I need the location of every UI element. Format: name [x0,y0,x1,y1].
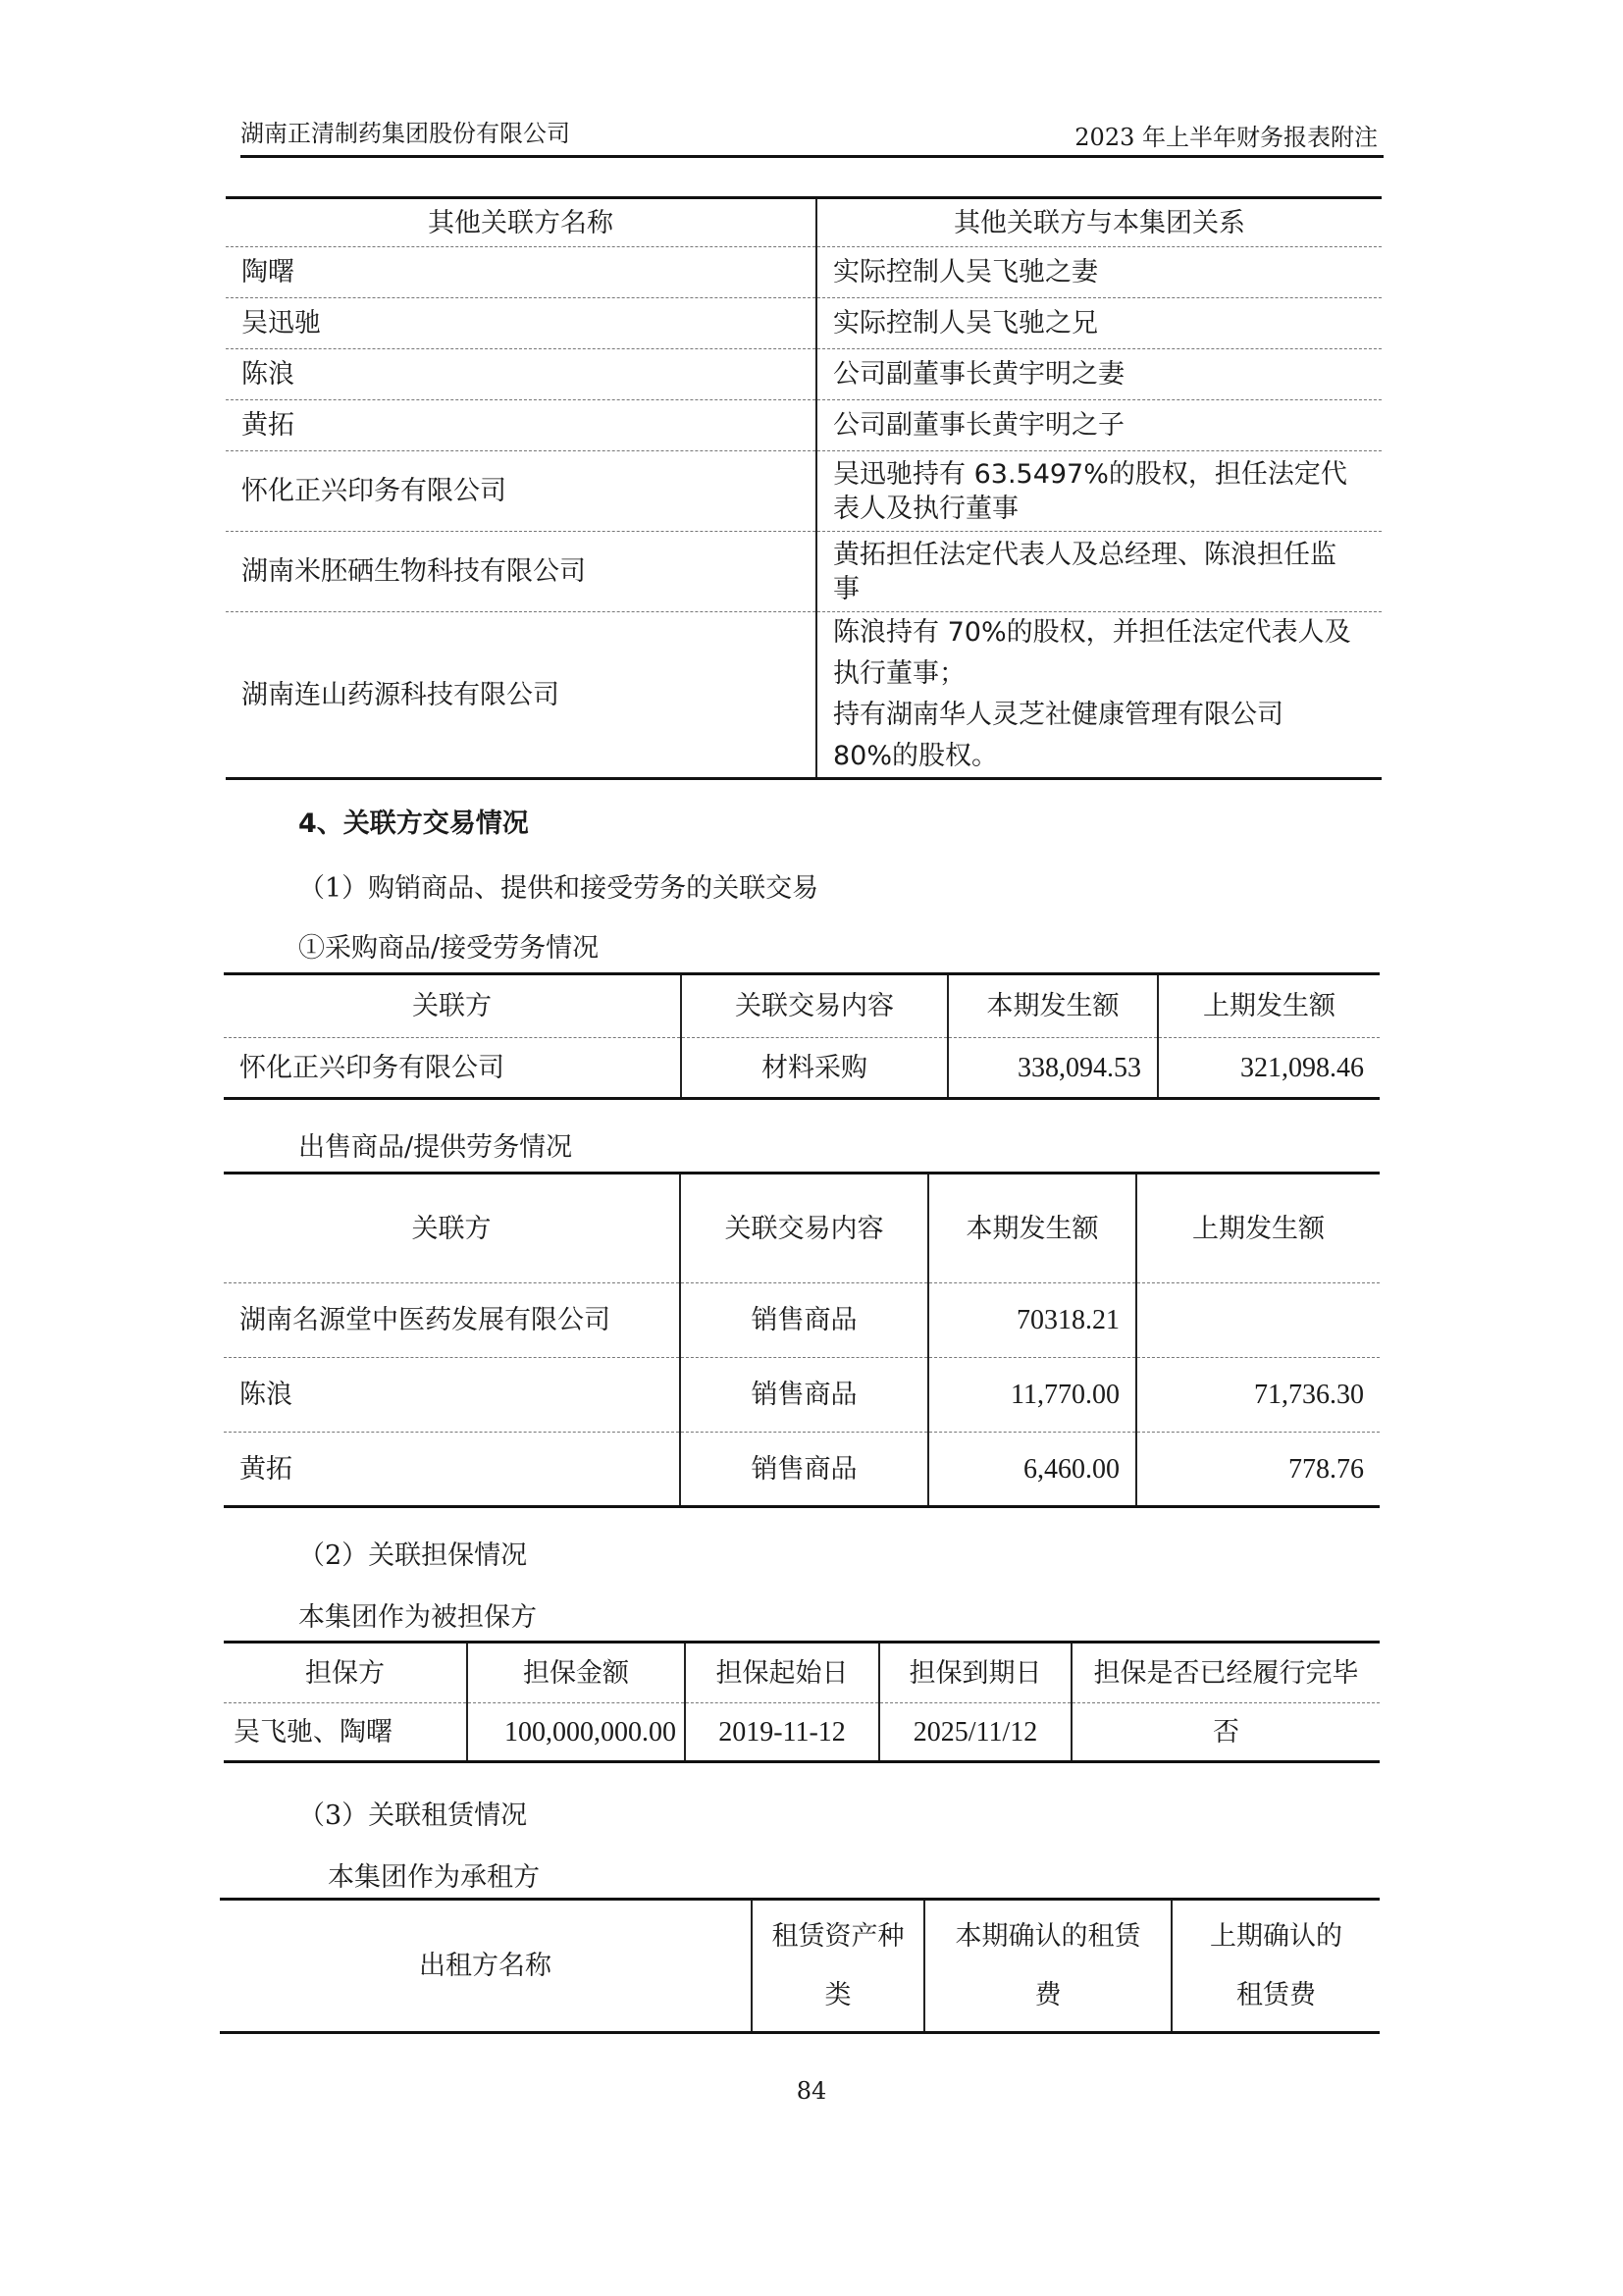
guarantor-cell: 吴飞驰、陶曙 [234,1716,393,1748]
page-header [240,110,1384,158]
fulfilled-cell: 否 [1072,1703,1380,1762]
content-cell: 材料采购 [681,1038,948,1099]
table-row [226,247,1382,298]
column-header [752,1900,924,2033]
table-caption: 出售商品/提供劳务情况 [298,1132,573,1163]
party-relation: 实际控制人吴飞驰之兄 [816,298,1382,349]
column-header: 出租方名称 [419,1951,551,1981]
report-title: 2023 年上半年财务报表附注 [1074,124,1378,151]
party-name: 陈浪 [226,349,816,400]
current-amount: 338,094.53 [948,1038,1158,1099]
party-relation: 公司副董事长黄宇明之妻 [816,349,1382,400]
relation-line: 表人及执行董事 [833,493,1019,524]
current-amount: 11,770.00 [928,1358,1136,1433]
prior-amount: 71,736.30 [1136,1358,1380,1433]
table-row [224,1703,1380,1762]
table-row [224,1358,1380,1433]
table-row [226,532,1382,612]
relation-line: 80%的股权。 [833,741,999,771]
column-header: 担保是否已经履行完毕 [1072,1643,1380,1703]
prior-amount: 321,098.46 [1158,1038,1380,1099]
column-header: 担保起始日 [685,1643,879,1703]
end-date-cell: 2025/11/12 [879,1703,1072,1762]
relation-line: 持有湖南华人灵芝社健康管理有限公司 [833,700,1283,730]
lease-table [220,1898,1380,2034]
relation-line: 黄拓担任法定代表人及总经理、陈浪担任监 [833,539,1336,570]
table-header-row [224,1174,1380,1283]
column-header: 担保方 [224,1643,467,1703]
party-name: 黄拓 [226,400,816,451]
prior-amount: 778.76 [1136,1433,1380,1507]
column-header: 上期发生额 [1136,1174,1380,1283]
header-line: 本期确认的租赁 [955,1920,1141,1952]
content-cell: 销售商品 [680,1283,928,1358]
party-name: 湖南米胚硒生物科技有限公司 [226,532,816,612]
column-header: 其他关联方名称 [226,198,816,247]
party-relation [816,451,1382,532]
table-caption: ①采购商品/接受劳务情况 [298,933,600,964]
table-row [224,1433,1380,1507]
table-caption: 本集团作为被担保方 [298,1602,537,1633]
column-header: 关联交易内容 [680,1174,928,1283]
column-header: 本期发生额 [948,974,1158,1038]
relation-line: 执行董事； [833,658,966,689]
table-header-row [224,1643,1380,1703]
column-header: 关联方 [224,974,681,1038]
current-amount: 6,460.00 [928,1433,1136,1507]
column-header: 上期发生额 [1158,974,1380,1038]
party-relation [816,532,1382,612]
section-heading: 4、关联方交易情况 [298,809,529,839]
party-cell: 陈浪 [224,1358,680,1433]
party-name: 陶曙 [226,247,816,298]
current-amount: 70318.21 [928,1283,1136,1358]
party-cell: 湖南名源堂中医药发展有限公司 [224,1283,680,1358]
party-cell: 黄拓 [239,1453,292,1485]
table-row [226,612,1382,779]
purchase-table [224,972,1380,1100]
table-header-row [226,198,1382,247]
party-relation: 实际控制人吴飞驰之妻 [816,247,1382,298]
party-name: 怀化正兴印务有限公司 [226,451,816,532]
related-parties-table [226,196,1382,780]
header-line: 上期确认的 [1210,1920,1342,1952]
page-number: 84 [796,2077,827,2105]
company-name: 湖南正清制药集团股份有限公司 [240,120,570,147]
column-header: 担保金额 [467,1643,685,1703]
party-relation [816,612,1382,779]
column-header [924,1900,1172,2033]
prior-amount [1136,1283,1380,1358]
table-row [226,349,1382,400]
table-header-row [224,974,1380,1038]
relation-line: 陈浪持有 70%的股权，并担任法定代表人及 [833,617,1351,648]
table-caption: 本集团作为承租方 [328,1862,540,1893]
party-name: 吴迅驰 [226,298,816,349]
header-line: 类 [824,1979,852,2010]
column-header: 关联方 [224,1174,680,1283]
subsection-heading: （3）关联租赁情况 [298,1800,528,1831]
column-header: 其他关联方与本集团关系 [816,198,1382,247]
column-header: 担保到期日 [879,1643,1072,1703]
table-row [224,1283,1380,1358]
party-relation: 公司副董事长黄宇明之子 [816,400,1382,451]
table-row [226,298,1382,349]
table-header-row [220,1900,1380,2033]
subsection-heading: （2）关联担保情况 [298,1540,528,1571]
relation-line: 吴迅驰持有 63.5497%的股权，担任法定代 [833,458,1347,490]
content-cell: 销售商品 [680,1433,928,1507]
start-date-cell: 2019-11-12 [685,1703,879,1762]
table-row [226,451,1382,532]
header-line: 费 [1034,1979,1062,2010]
guarantee-table [224,1641,1380,1763]
header-line: 租赁费 [1236,1979,1316,2010]
content-cell: 销售商品 [680,1358,928,1433]
column-header [1172,1900,1380,2033]
table-row [226,400,1382,451]
sales-table [224,1172,1380,1508]
column-header: 本期发生额 [928,1174,1136,1283]
column-header: 关联交易内容 [681,974,948,1038]
party-name: 湖南连山药源科技有限公司 [241,679,559,710]
subsection-heading: （1）购销商品、提供和接受劳务的关联交易 [298,873,819,904]
amount-cell: 100,000,000.00 [467,1703,685,1762]
party-cell: 怀化正兴印务有限公司 [239,1052,504,1083]
relation-line: 事 [833,573,860,604]
header-line: 租赁资产种 [771,1920,905,1952]
table-row [224,1038,1380,1099]
